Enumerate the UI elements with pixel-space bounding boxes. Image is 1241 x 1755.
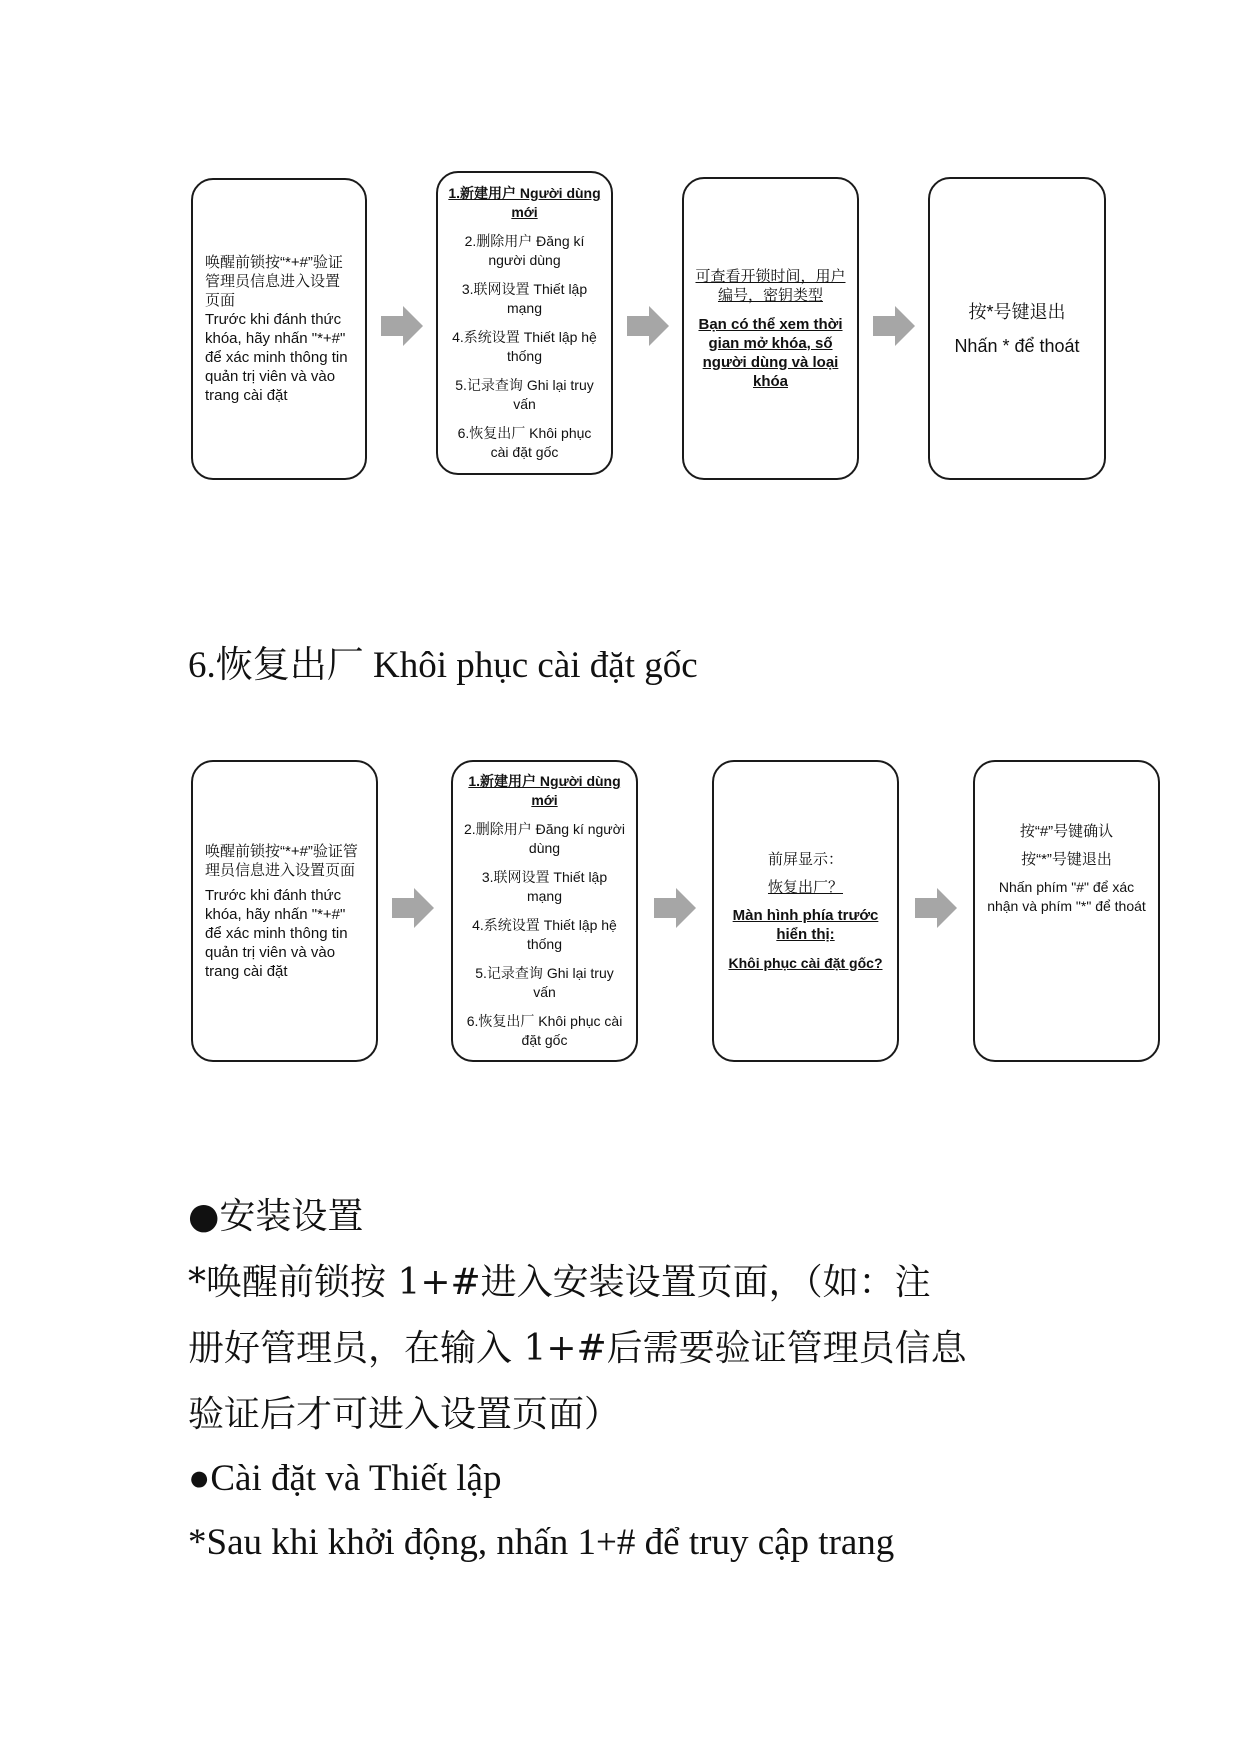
flow1-menu-item-5: 5.记录查询 Ghi lại truy vấn	[455, 377, 594, 412]
flow1-step1-box	[191, 178, 367, 480]
flow2-step1-vi: Trước khi đánh thức khóa, hãy nhấn "*+#" để xác minh thông tin quản trị viên và vào trang cài đặt	[205, 886, 348, 980]
install-line-3: 验证后才可进入设置页面）	[188, 1394, 621, 1435]
flow1-menu-item-6: 6.恢复出厂 Khôi phục cài đặt gốc	[457, 425, 592, 460]
section-title: 6.恢复出厂 Khôi phục cài đặt gốc	[188, 645, 698, 686]
flow1-step1-vi: Trước khi đánh thức khóa, hãy nhấn "*+#" để xác minh thông tin quản trị viên và vào trang cài đặt	[205, 311, 348, 404]
flow2-step4-cn1: 按“#”号键确认	[1019, 823, 1114, 840]
vi-title: ●Cài đặt và Thiết lập	[188, 1458, 502, 1499]
flow2-menu-item-4: 4.系统设置 Thiết lập hệ thống	[472, 917, 617, 952]
flow2-step3-vi2: Khôi phục cài đặt gốc?	[728, 954, 883, 971]
install-line-1: *唤醒前锁按 1+#进入安装设置页面，（如：注	[188, 1262, 931, 1303]
flow1-arrow-1-icon	[381, 306, 423, 346]
flow2-step1-box	[191, 760, 378, 1062]
flow2-arrow-3-icon	[915, 888, 957, 928]
flow1-step4-vi: Nhấn * để thoát	[954, 335, 1080, 356]
flow1-step3-box	[682, 177, 859, 480]
flow2-menu-item-1: 1.新建用户 Người dùng mới	[468, 773, 621, 808]
flow1-menu-item-4: 4.系统设置 Thiết lập hệ thống	[452, 329, 597, 364]
flow2-menu-item-2: 2.删除用户 Đăng kí người dùng	[464, 821, 625, 856]
flow2-menu-item-6: 6.恢复出厂 Khôi phục cài đặt gốc	[466, 1013, 623, 1048]
flow2-menu-item-5: 5.记录查询 Ghi lại truy vấn	[475, 965, 614, 1000]
flow2-step4-box	[973, 760, 1160, 1062]
flow1-step3-vi: Bạn có thể xem thời gian mở khóa, số người dùng và loại khóa	[698, 315, 843, 390]
vi-line: *Sau khi khởi động, nhấn 1+# để truy cập trang	[188, 1522, 895, 1563]
flow2-arrow-2-icon	[654, 888, 696, 928]
flow2-arrow-1-icon	[392, 888, 434, 928]
flow1-menu-item-1: 1.新建用户 Người dùng mới	[448, 185, 601, 220]
flow2-step3-box	[712, 760, 899, 1062]
flow1-menu-item-3: 3.联网设置 Thiết lập mạng	[461, 281, 588, 316]
flow1-arrow-3-icon	[873, 306, 915, 346]
flow1-step4-box	[928, 177, 1106, 480]
flow2-menu-item-3: 3.联网设置 Thiết lập mạng	[481, 869, 608, 904]
flow1-menu-item-2: 2.删除用户 Đăng kí người dùng	[464, 233, 585, 268]
flow1-step4-cn: 按*号键退出	[968, 301, 1066, 322]
flow1-arrow-2-icon	[627, 306, 669, 346]
install-title: ●安装设置	[188, 1196, 364, 1237]
flow1-menu-box	[436, 171, 613, 475]
flow2-step1-cn: 唤醒前锁按“*+#”验证管理员信息进入设置页面	[205, 842, 358, 879]
flow2-step3-cn1: 前屏显示：	[767, 850, 843, 868]
flow2-step4-cn2: 按“*”号键退出	[1021, 851, 1112, 868]
flow1-step3-cn: 可查看开锁时间，用户编号，密钥类型	[695, 267, 846, 304]
flow2-step3-vi1: Màn hình phía trước hiển thị:	[732, 906, 879, 943]
flow2-menu-box	[451, 760, 638, 1062]
flow2-step4-vi: Nhấn phím "#" để xác nhận và phím "*" để thoát	[987, 879, 1146, 914]
flow1-step1-cn: 唤醒前锁按“*+#”验证管理员信息进入设置页面	[205, 254, 343, 309]
flow2-step3-cn2: 恢复出厂？	[767, 878, 843, 896]
install-line-2: 册好管理员，在输入 1+#后需要验证管理员信息	[188, 1328, 967, 1369]
